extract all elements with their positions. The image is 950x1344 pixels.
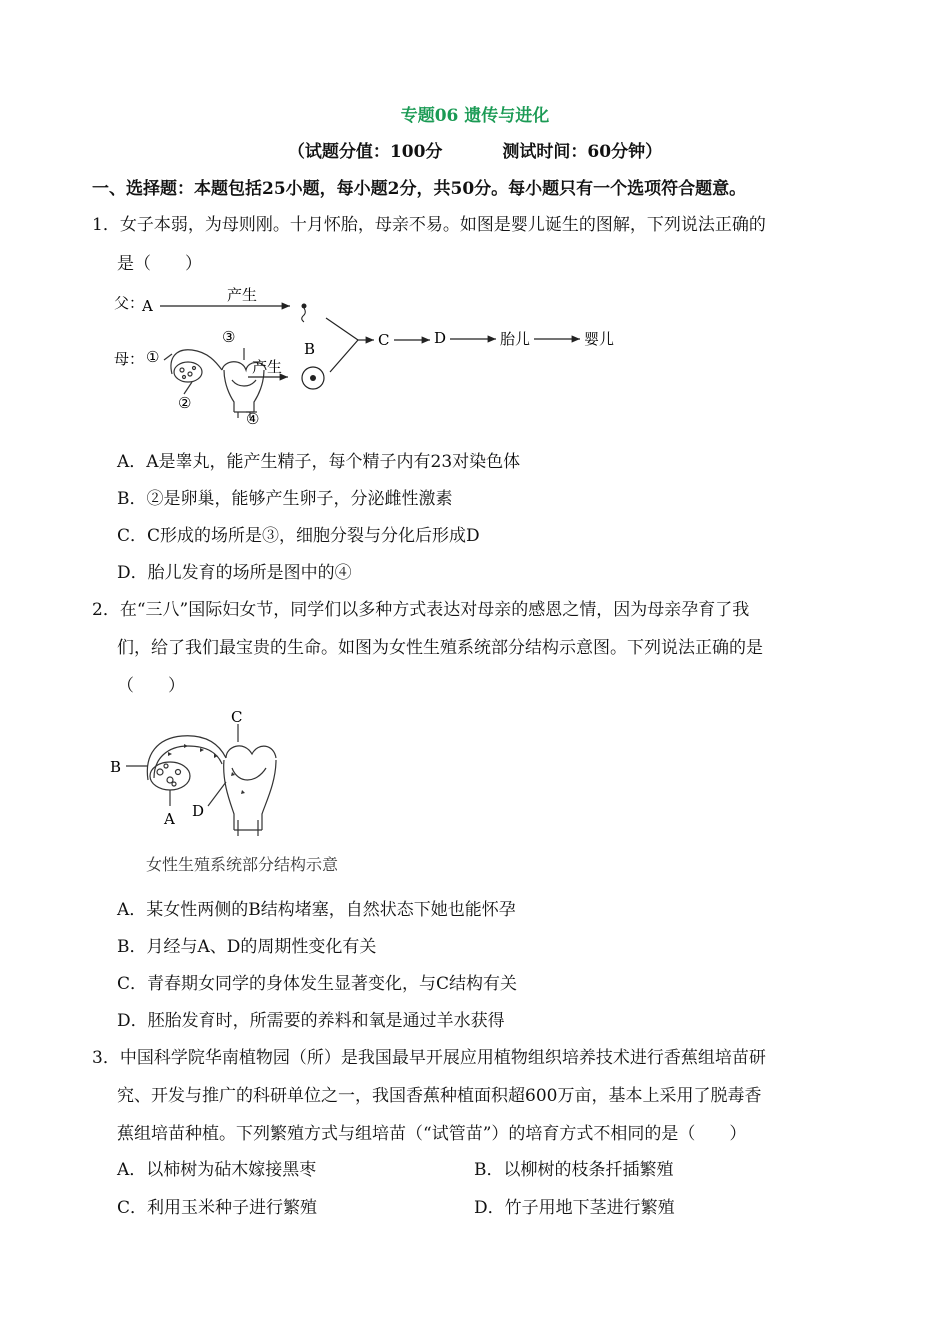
label-4: ④ — [246, 410, 260, 428]
q2-option-a[interactable]: A．某女性两侧的B结构堵塞，自然状态下她也能怀孕 — [117, 900, 516, 920]
q1-option-d[interactable]: D．胎儿发育的场所是图中的④ — [117, 563, 352, 583]
fig2-label-B: B — [110, 758, 122, 776]
q2-stem-line2: 们，给了我们最宝贵的生命。如图为女性生殖系统部分结构示意图。下列说法正确的是 — [117, 638, 763, 658]
fig2-label-C: C — [231, 708, 243, 726]
section-heading: 一、选择题：本题包括25小题，每小题2分，共50分。每小题只有一个选项符合题意。 — [92, 179, 747, 199]
q2-figure-female-system — [108, 702, 388, 882]
q3-stem-line3: 蕉组培苗种植。下列繁殖方式与组培苗（“试管苗”）的培育方式不相同的是（ ） — [117, 1124, 747, 1144]
label-D: D — [434, 329, 447, 347]
q1-option-b[interactable]: B．②是卵巢，能够产生卵子，分泌雌性激素 — [117, 489, 453, 509]
fig2-label-D: D — [192, 802, 205, 820]
label-1: ① — [146, 348, 160, 366]
q3-option-d[interactable]: D．竹子用地下茎进行繁殖 — [474, 1198, 675, 1218]
label-2: ② — [178, 394, 192, 412]
fetus-label: 胎儿 — [500, 330, 531, 348]
q2-option-b[interactable]: B．月经与A、D的周期性变化有关 — [117, 937, 377, 957]
father-label: 父： — [114, 294, 145, 312]
label-C: C — [378, 331, 390, 349]
q2-option-d[interactable]: D．胚胎发育时，所需要的养料和氧是通过羊水获得 — [117, 1011, 505, 1031]
page-title: 专题06 遗传与进化 — [400, 106, 550, 126]
exam-meta — [0, 140, 950, 164]
produce-label-1: 产生 — [227, 286, 258, 304]
score-info: （试题分值：100分 — [287, 142, 443, 162]
egg-cell-icon — [302, 367, 324, 389]
sperm-icon — [302, 304, 307, 323]
mother-label: 母： — [114, 350, 145, 368]
fig2-label-A: A — [164, 810, 175, 828]
q1-option-a[interactable]: A．A是睾丸，能产生精子，每个精子内有23对染色体 — [117, 452, 521, 472]
label-3: ③ — [222, 328, 236, 346]
q3-option-a[interactable]: A．以柿树为砧木嫁接黑枣 — [117, 1160, 317, 1180]
fig2-sperm-markers — [168, 744, 245, 794]
q2-stem-line3: （ ） — [117, 676, 185, 696]
q1-figure-birth-diagram — [112, 284, 632, 430]
label-B: B — [304, 340, 316, 358]
fig2-caption: 女性生殖系统部分结构示意 — [146, 855, 339, 874]
q1-stem-line1: 1．女子本弱，为母则刚。十月怀胎，母亲不易。如图是婴儿诞生的图解，下列说法正确的 — [92, 215, 766, 235]
q3-option-c[interactable]: C．利用玉米种子进行繁殖 — [117, 1198, 318, 1218]
time-info: 测试时间：60分钟） — [502, 142, 663, 162]
q1-stem-line2: 是（ ） — [117, 254, 202, 274]
q3-option-b[interactable]: B．以柳树的枝条扦插繁殖 — [474, 1160, 674, 1180]
q3-stem-line1: 3．中国科学院华南植物园（所）是我国最早开展应用植物组织培养技术进行香蕉组培苗研 — [92, 1048, 766, 1068]
label-A: A — [142, 297, 153, 315]
produce-label-2: 产生 — [252, 358, 283, 376]
baby-label: 婴儿 — [584, 330, 615, 348]
q3-stem-line2: 究、开发与推广的科研单位之一，我国香蕉种植面积超600万亩，基本上采用了脱毒香 — [117, 1086, 762, 1106]
q2-stem-line1: 2．在“三八”国际妇女节，同学们以多种方式表达对母亲的感恩之情，因为母亲孕育了我 — [92, 600, 750, 620]
q1-option-c[interactable]: C．C形成的场所是③，细胞分裂与分化后形成D — [117, 526, 480, 546]
q2-option-c[interactable]: C．青春期女同学的身体发生显著变化，与C结构有关 — [117, 974, 518, 994]
